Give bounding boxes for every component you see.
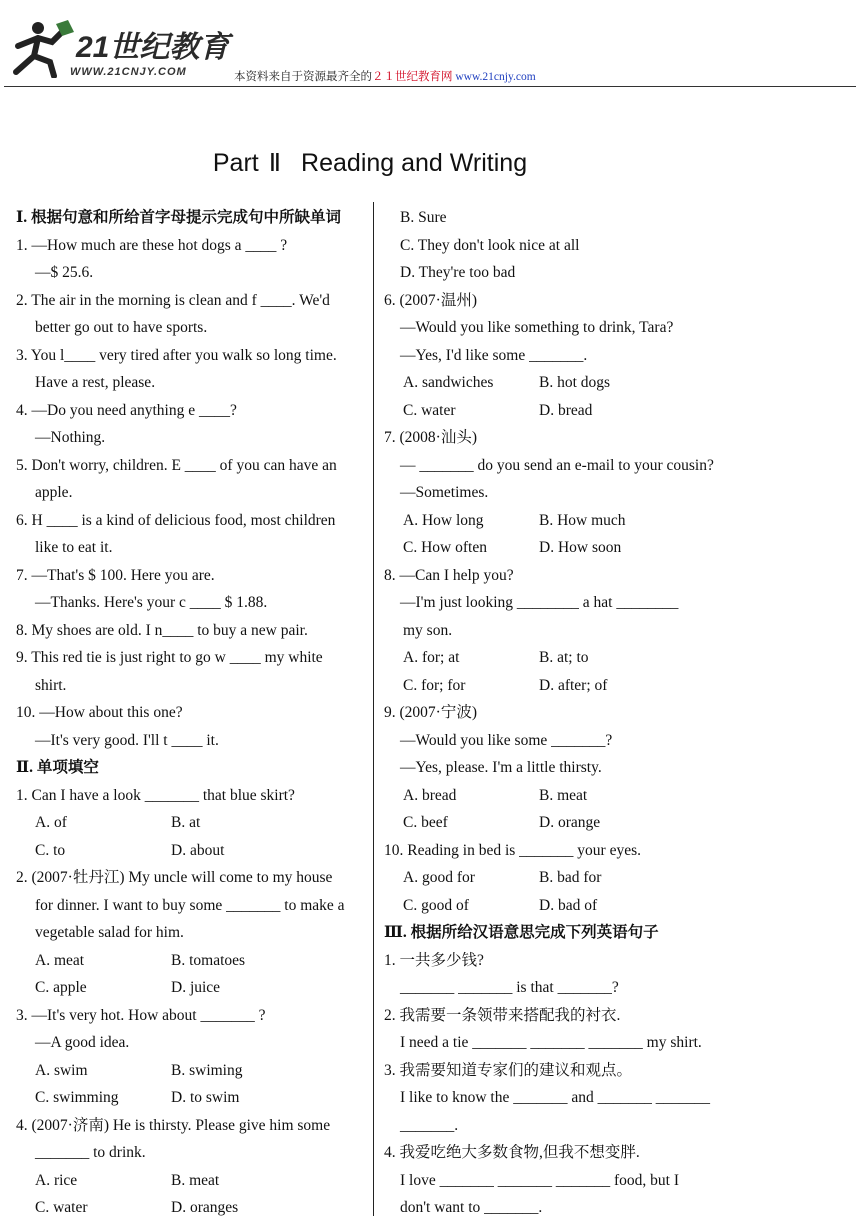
answer-options-row: [384, 864, 730, 892]
answer-options-row: [16, 1057, 366, 1085]
option-left: C. apple: [35, 979, 87, 996]
option-left: C. beef: [403, 814, 448, 831]
text-line: _______.: [400, 1116, 459, 1134]
text-line: — _______ do you send an e-mail to your cousin?: [400, 456, 714, 474]
text-line: better go out to have sports.: [35, 319, 208, 336]
text-line: —Thanks. Here's your c ____ $ 1.88.: [35, 594, 268, 611]
text-line: 4. (2007·济南) He is thirsty. Please give him some: [16, 1116, 331, 1134]
source-note-prefix: 本资料来自于资源最齐全的: [234, 71, 372, 83]
option-right: D. oranges: [171, 1199, 239, 1216]
option-left: C. swimming: [35, 1089, 119, 1106]
text-line: Have a rest, please.: [35, 374, 156, 391]
answer-options-row: [16, 974, 366, 1002]
title-part: Part: [212, 149, 259, 177]
text-line: my son.: [403, 621, 453, 639]
text-line: 9. (2007·宁波): [384, 704, 477, 721]
text-line: —A good idea.: [35, 1034, 130, 1051]
option-right: B. at: [171, 814, 201, 831]
option-left: C. water: [403, 401, 456, 419]
text-line: _______ to drink.: [35, 1144, 146, 1161]
text-line: —$ 25.6.: [35, 264, 94, 281]
option-right: B. meat: [539, 786, 588, 804]
source-note-site: ２１世纪教育网: [372, 71, 453, 83]
source-note-url[interactable]: www.21cnjy.com: [455, 71, 536, 83]
option-right: D. orange: [539, 814, 601, 831]
text-line: 5. Don't worry, children. E ____ of you can have an: [16, 456, 337, 474]
option-right: D. to swim: [171, 1089, 240, 1106]
page-header: [0, 0, 860, 90]
source-note: [234, 68, 536, 84]
answer-options-row: [384, 672, 730, 700]
answer-options-row: [16, 947, 366, 975]
option-right: D. juice: [171, 979, 221, 996]
answer-options-row: [384, 507, 730, 535]
text-line: 2. The air in the morning is clean and f ____. We'd: [16, 291, 330, 309]
text-line: _______ _______ is that _______?: [400, 979, 619, 996]
right-column: [384, 204, 730, 1222]
option-right: D. bread: [539, 401, 593, 419]
text-line: —Yes, please. I'm a little thirsty.: [400, 759, 602, 776]
title-name: Reading and Writing: [301, 149, 528, 177]
text-line: —Nothing.: [35, 429, 106, 446]
answer-options-row: [384, 809, 730, 837]
option-left: C. How often: [403, 539, 487, 556]
text-line: D. They're too bad: [400, 264, 516, 281]
option-right: B. hot dogs: [539, 374, 611, 391]
site-logo: [8, 18, 238, 82]
option-left: A. swim: [35, 1061, 88, 1079]
option-right: D. How soon: [539, 539, 622, 556]
text-line: 10. Reading in bed is _______ your eyes.: [384, 841, 642, 859]
option-left: C. to: [35, 841, 66, 859]
logo-text: 21世纪教育: [76, 31, 230, 64]
text-line: 3. —It's very hot. How about _______ ?: [16, 1006, 266, 1024]
text-line: —I'm just looking ________ a hat ________: [400, 594, 679, 611]
text-line: —Yes, I'd like some _______.: [400, 346, 588, 364]
text-line: I need a tie _______ _______ _______ my shirt.: [400, 1034, 702, 1051]
option-left: C. water: [35, 1199, 88, 1216]
option-left: A. for; at: [403, 649, 460, 666]
text-line: 7. —That's $ 100. Here you are.: [16, 566, 215, 584]
option-left: A. meat: [35, 951, 85, 969]
page-title: [0, 148, 740, 178]
text-line: apple.: [35, 484, 73, 501]
option-right: B. bad for: [539, 869, 602, 886]
column-divider: [373, 202, 374, 1216]
text-line: C. They don't look nice at all: [400, 236, 580, 254]
option-right: D. after; of: [539, 676, 608, 694]
text-line: 2. 我需要一条领带来搭配我的衬衣.: [384, 1006, 621, 1024]
option-right: D. bad of: [539, 896, 598, 914]
text-line: 10. —How about this one?: [16, 704, 183, 721]
answer-options-row: [384, 782, 730, 810]
text-line: 1. —How much are these hot dogs a ____ ?: [16, 236, 288, 254]
option-left: A. rice: [35, 1171, 78, 1189]
answer-options-row: [384, 892, 730, 920]
text-line: for dinner. I want to buy some _______ to make a: [35, 896, 345, 914]
text-line: B. Sure: [400, 209, 447, 226]
text-line: 3. You l____ very tired after you walk so long time.: [16, 346, 337, 364]
text-line: I love _______ _______ _______ food, but I: [400, 1171, 679, 1189]
option-left: C. for; for: [403, 676, 466, 694]
option-right: B. at; to: [539, 649, 589, 666]
option-left: A. How long: [403, 511, 484, 529]
runner-logo-icon: [8, 18, 78, 78]
option-right: B. swiming: [171, 1061, 243, 1079]
header-divider: [4, 86, 856, 87]
section-heading: Ⅰ. 根据句意和所给首字母提示完成句中所缺单词: [16, 209, 342, 226]
text-line: —It's very good. I'll t ____ it.: [35, 731, 219, 749]
option-left: A. good for: [403, 869, 475, 886]
answer-options-row: [384, 644, 730, 672]
text-line: shirt.: [35, 676, 67, 694]
option-right: B. tomatoes: [171, 951, 246, 969]
left-column: [16, 204, 366, 1222]
text-line: 4. 我爱吃绝大多数食物,但我不想变胖.: [384, 1144, 640, 1161]
answer-options-row: [16, 1194, 366, 1222]
answer-options-row: [16, 1084, 366, 1112]
text-line: 8. My shoes are old. I n____ to buy a new pair.: [16, 621, 308, 639]
text-line: like to eat it.: [35, 539, 113, 556]
option-left: A. bread: [403, 786, 457, 804]
answer-options-row: [16, 1167, 366, 1195]
text-line: 7. (2008·汕头): [384, 429, 477, 446]
answer-options-row: [16, 809, 366, 837]
text-line: don't want to _______.: [400, 1199, 543, 1216]
text-line: 6. (2007·温州): [384, 291, 477, 309]
option-left: C. good of: [403, 896, 469, 914]
answer-options-row: [384, 369, 730, 397]
section-heading: Ⅱ. 单项填空: [16, 759, 99, 776]
option-right: B. How much: [539, 511, 626, 529]
answer-options-row: [16, 837, 366, 865]
text-line: 4. —Do you need anything e ____?: [16, 401, 237, 419]
text-line: 9. This red tie is just right to go w ____ my white: [16, 649, 323, 666]
answer-options-row: [384, 534, 730, 562]
title-roman: Ⅱ: [268, 150, 282, 177]
text-line: —Would you like something to drink, Tara?: [400, 319, 674, 336]
section-heading: Ⅲ. 根据所给汉语意思完成下列英语句子: [384, 924, 659, 941]
text-line: vegetable salad for him.: [35, 924, 184, 941]
text-line: 1. 一共多少钱?: [384, 951, 484, 969]
text-line: I like to know the _______ and _______ _______: [400, 1089, 710, 1106]
text-line: 1. Can I have a look _______ that blue skirt?: [16, 786, 295, 804]
option-right: D. about: [171, 841, 225, 859]
answer-options-row: [384, 397, 730, 425]
text-line: 8. —Can I help you?: [384, 566, 514, 584]
text-line: 6. H ____ is a kind of delicious food, most children: [16, 511, 336, 529]
text-line: 3. 我需要知道专家们的建议和观点。: [384, 1061, 633, 1079]
logo-url: WWW.21CNJY.COM: [70, 66, 187, 78]
text-line: —Would you like some _______?: [400, 731, 613, 749]
text-line: 2. (2007·牡丹江) My uncle will come to my house: [16, 869, 333, 886]
option-right: B. meat: [171, 1171, 220, 1189]
option-left: A. sandwiches: [403, 374, 494, 391]
text-line: —Sometimes.: [400, 484, 489, 501]
option-left: A. of: [35, 814, 67, 831]
